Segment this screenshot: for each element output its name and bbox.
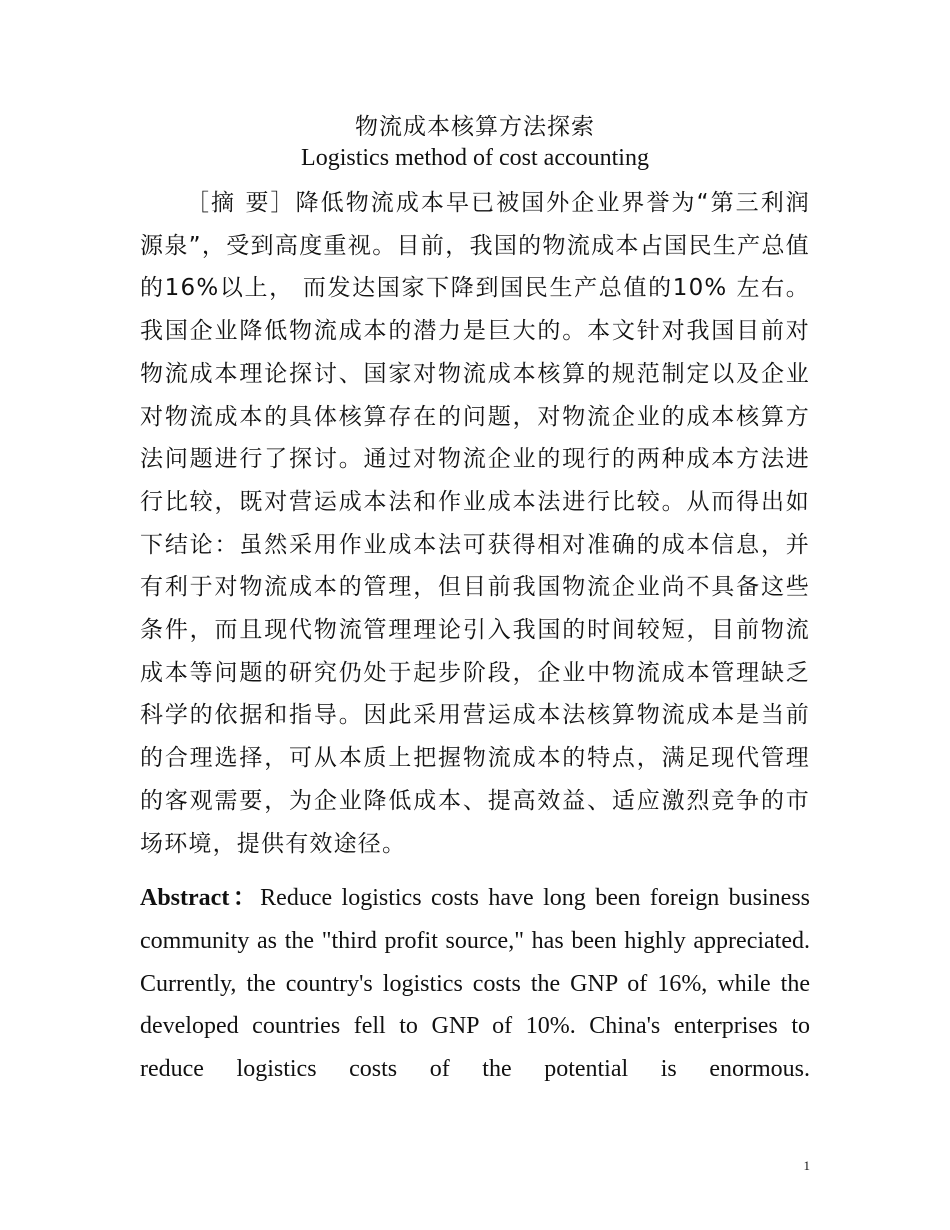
page-number: 1 [803, 1158, 810, 1173]
english-abstract-text: Reduce logistics costs have long been foreign business community as the "third profit source," has been highly appreciated. Currently, the country's logistics costs the GNP of 16%, while the developed countries fell to GNP of 10%. China's enterprises to reduce logistics costs of the potential is enormous. [140, 885, 810, 1083]
english-title: Logistics method of cost accounting [301, 145, 649, 171]
chinese-title: 物流成本核算方法探索 [355, 114, 595, 140]
title-block [140, 112, 810, 173]
english-abstract [140, 877, 810, 1091]
abstract-label: Abstract： [140, 885, 261, 911]
chinese-abstract: ［摘 要］降低物流成本早已被国外企业界誉为“第三利润源泉”，受到高度重视。目前，我国的物流成本占国民生产总值的16%以上， 而发达国家下降到国民生产总值的10% 左右。我国企业降低物流成本的潜力是巨大的。本文针对我国目前对物流成本理论探讨、国家对物流成本核算的规范制定以及企业对物流成本的具体核算存在的问题，对物流企业的成本核算方法问题进行了探讨。通过对物流企业的现行的两种成本方法进行比较，既对营运成本法和作业成本法进行比较。从而得出如下结论：虽然采用作业成本法可获得相对准确的成本信息，并有利于对物流成本的管理，但目前我国物流企业尚不具备这些条件，而且现代物流管理理论引入我国的时间较短，目前物流成本等问题的研究仍处于起步阶段，企业中物流成本管理缺乏科学的依据和指导。因此采用营运成本法核算物流成本是当前的合理选择，可从本质上把握物流成本的特点，满足现代管理的客观需要，为企业降低成本、提高效益、适应激烈竞争的市场环境，提供有效途径。 [140, 190, 810, 857]
